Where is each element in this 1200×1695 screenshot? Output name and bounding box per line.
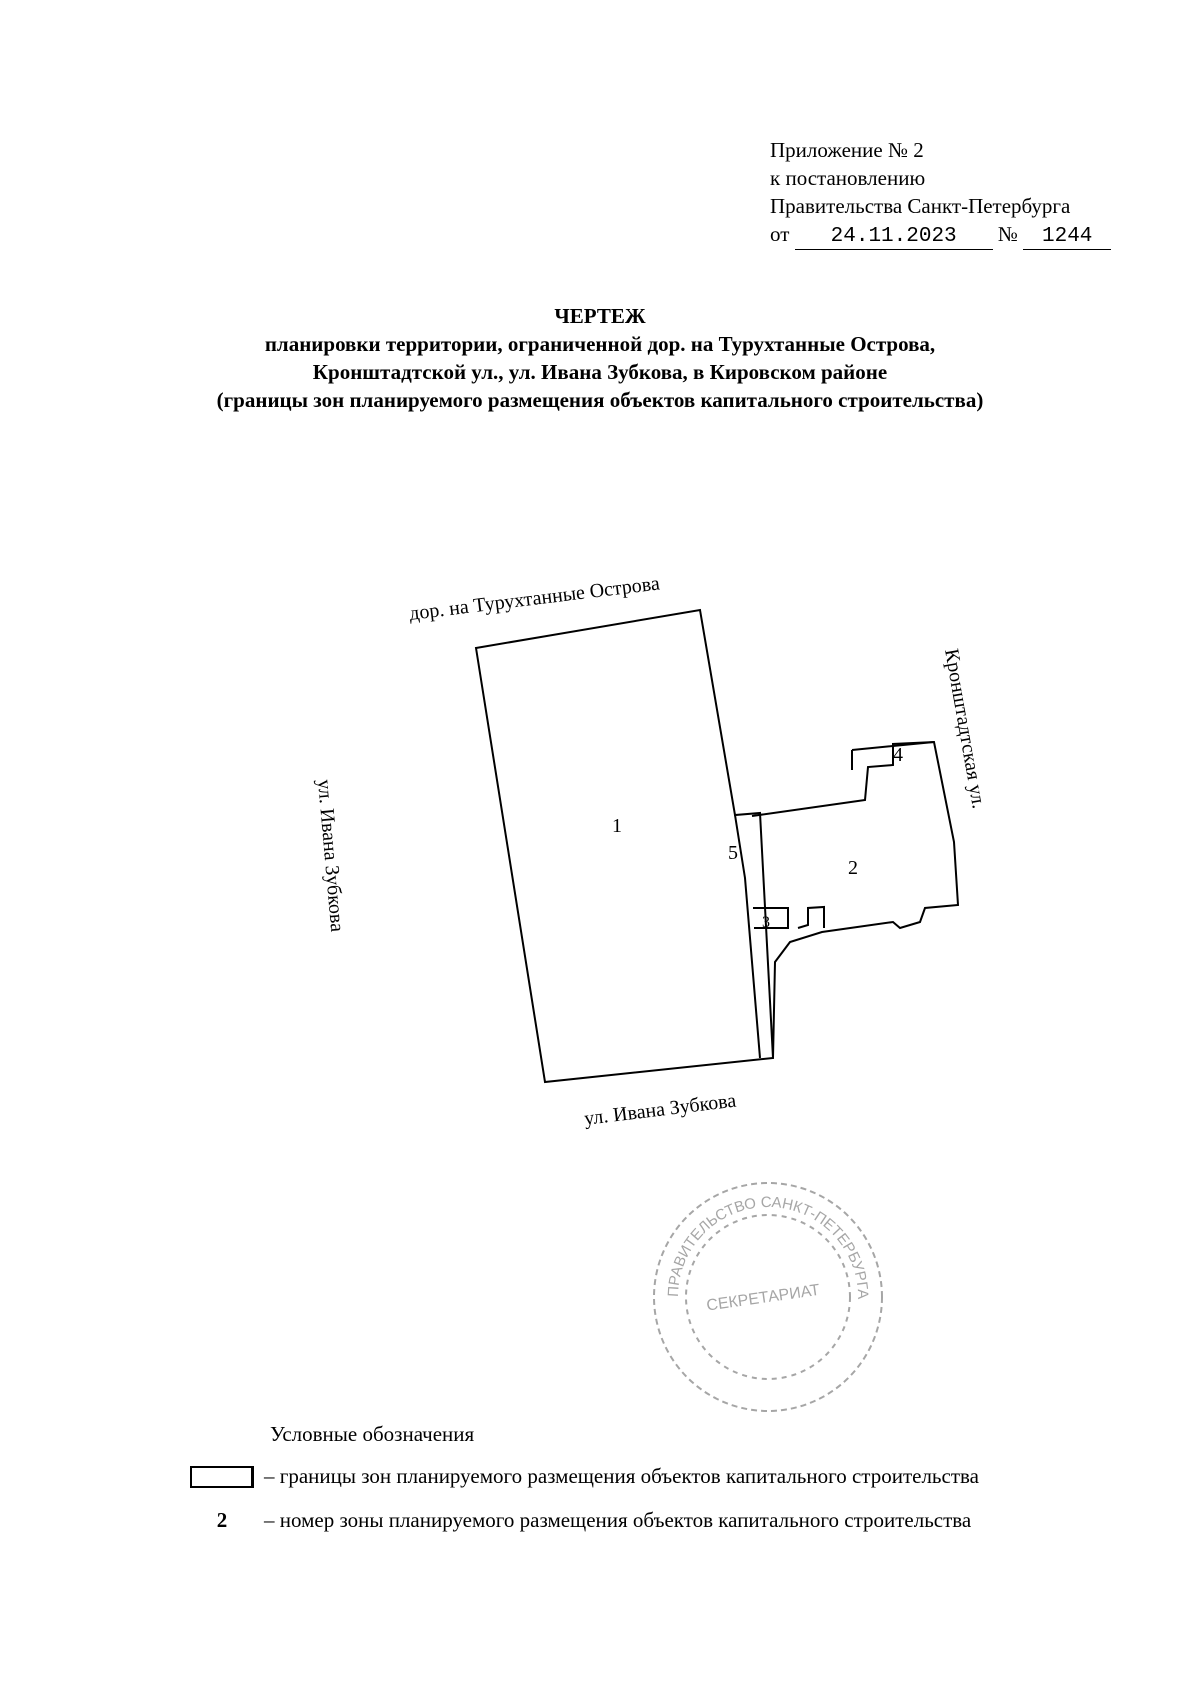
title-line-1: ЧЕРТЕЖ (554, 304, 646, 328)
resolution-number: 1244 (1023, 225, 1111, 250)
street-label-left: ул. Ивана Зубкова (313, 778, 349, 933)
title-line-2: планировки территории, ограниченной дор. на Турухтанные Острова, (264, 332, 936, 356)
legend-item-zone-number (190, 1508, 971, 1533)
legend-boundary-text: – границы зон планируемого размещения объектов капитального строительства (264, 1464, 979, 1488)
legend-title: Условные обозначения (270, 1422, 475, 1446)
title-line-3: Кронштадтской ул., ул. Ивана Зубкова, в Кировском районе (312, 360, 888, 384)
resolution-date: 24.11.2023 (795, 225, 993, 250)
government-label: Правительства Санкт-Петербурга (770, 194, 1071, 218)
zone-5-boundary (735, 815, 760, 1058)
legend-zone-number-text: – номер зоны планируемого размещения объектов капитального строительства (264, 1508, 972, 1532)
number-prefix: № (997, 222, 1018, 246)
street-label-top: дор. на Турухтанные Острова (407, 572, 661, 625)
legend-item-boundary (190, 1464, 979, 1489)
zone-3-boundary (753, 908, 788, 928)
street-label-bottom: ул. Ивана Зубкова (582, 1089, 738, 1130)
street-label-right: Кронштадтская ул. (940, 647, 990, 811)
zone-number-5: 5 (728, 842, 738, 864)
zone-number-3: 3 (762, 914, 770, 931)
date-prefix: от (770, 222, 790, 246)
stamp-ring-text: ПРАВИТЕЛЬСТВО САНКТ-ПЕТЕРБУРГА (664, 1193, 872, 1300)
zone-number-4: 4 (893, 744, 903, 766)
annex-boundary (798, 907, 824, 928)
title-line-4: (границы зон планируемого размещения объектов капитального строительства) (216, 388, 984, 412)
zone-number-2: 2 (848, 857, 858, 879)
stamp-center-text: СЕКРЕТАРИАТ (705, 1281, 821, 1315)
zone-number-1: 1 (612, 815, 622, 837)
appendix-label: Приложение № 2 (770, 138, 924, 162)
legend-zone-number-symbol: 2 (216, 1508, 228, 1532)
official-stamp (654, 1183, 882, 1411)
legend-boundary-symbol (190, 1466, 254, 1488)
to-resolution-label: к постановлению (770, 166, 926, 190)
zone-2-boundary (752, 742, 958, 1058)
